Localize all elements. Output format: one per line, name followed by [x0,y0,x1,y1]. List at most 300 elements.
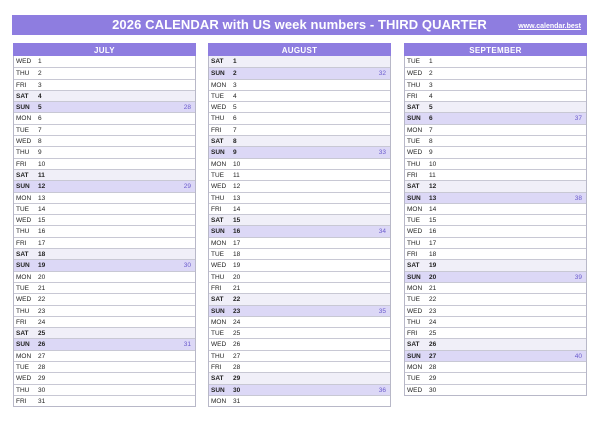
day-row [14,158,195,169]
weekday-label: MON [211,81,227,89]
day-number: 28 [233,364,241,372]
weekday-label: WED [16,375,32,383]
day-number: 6 [429,115,433,123]
day-row [209,395,390,406]
day-number: 15 [233,217,241,225]
weekday-label: SAT [407,262,420,270]
weekday-label: TUE [16,364,29,372]
month-title: AUGUST [208,43,391,56]
weekday-label: SAT [211,296,224,304]
day-number: 2 [38,70,42,78]
weekday-label: MON [16,352,32,360]
day-number: 3 [38,81,42,89]
day-number: 24 [38,318,46,326]
day-row [14,112,195,123]
weekday-label: FRI [407,171,418,179]
day-row [14,361,195,372]
weekday-label: WED [407,386,423,394]
day-number: 31 [38,397,46,405]
weekday-label: WED [16,217,32,225]
day-row [209,225,390,236]
day-number: 6 [233,115,237,123]
day-number: 25 [429,330,437,338]
day-row [405,214,586,225]
day-row [405,124,586,135]
day-row [14,384,195,395]
weekday-label: THU [407,160,421,168]
weekday-label: WED [407,149,423,157]
weekday-label: WED [211,262,227,270]
week-number: 31 [183,341,191,349]
day-number: 16 [429,228,437,236]
day-number: 20 [233,273,241,281]
weekday-label: SUN [16,183,30,191]
weekday-label: SAT [211,375,224,383]
day-number: 25 [38,330,46,338]
day-number: 23 [38,307,46,315]
day-row [14,56,195,67]
day-row [209,135,390,146]
weekday-label: TUE [16,284,29,292]
day-number: 18 [233,251,241,259]
weekday-label: WED [211,183,227,191]
day-number: 5 [429,104,433,112]
weekday-label: TUE [16,205,29,213]
day-number: 29 [233,375,241,383]
page-title: 2026 CALENDAR with US week numbers - THIRD QUARTER [112,17,487,32]
weekday-label: THU [16,386,30,394]
day-row [14,169,195,180]
weekday-label: FRI [407,92,418,100]
weekday-label: SUN [407,115,421,123]
day-row [405,112,586,123]
weekday-label: MON [407,205,423,213]
week-number: 40 [574,352,582,360]
day-row [14,338,195,349]
weekday-label: FRI [211,284,222,292]
day-number: 7 [429,126,433,134]
day-number: 29 [429,375,437,383]
day-row [14,282,195,293]
day-row [14,124,195,135]
day-number: 22 [233,296,241,304]
month-september [404,43,587,396]
weekday-label: FRI [407,251,418,259]
day-row [209,327,390,338]
day-number: 3 [233,81,237,89]
day-number: 8 [429,138,433,146]
day-row [405,372,586,383]
weekday-label: THU [211,352,225,360]
day-row [14,146,195,157]
day-number: 7 [38,126,42,134]
weekday-label: SAT [211,138,224,146]
day-row [14,395,195,406]
weekday-label: THU [407,239,421,247]
day-number: 15 [429,217,437,225]
weekday-label: SUN [407,194,421,202]
weekday-label: SUN [407,352,421,360]
day-row [209,146,390,157]
weekday-label: TUE [211,171,224,179]
weekday-label: THU [211,194,225,202]
day-number: 17 [429,239,437,247]
day-row [14,271,195,282]
day-number: 1 [38,58,42,65]
day-row [209,101,390,112]
day-row [405,350,586,361]
day-row [405,79,586,90]
weekday-label: THU [211,115,225,123]
weekday-label: SUN [211,307,225,315]
day-number: 28 [429,364,437,372]
day-row [405,101,586,112]
day-row [14,225,195,236]
day-row [14,305,195,316]
weekday-label: FRI [211,205,222,213]
day-number: 26 [429,341,437,349]
weekday-label: THU [16,70,30,78]
day-list [13,56,196,407]
day-row [209,56,390,67]
day-row [405,56,586,67]
month-title: SEPTEMBER [404,43,587,56]
day-number: 20 [429,273,437,281]
day-row [405,338,586,349]
weekday-label: TUE [407,58,420,65]
day-number: 10 [429,160,437,168]
day-row [405,237,586,248]
day-row [14,203,195,214]
day-number: 23 [429,307,437,315]
day-number: 21 [429,284,437,292]
day-row [209,293,390,304]
day-row [405,248,586,259]
day-number: 13 [233,194,241,202]
weekday-label: MON [16,115,32,123]
weekday-label: FRI [16,160,27,168]
day-row [209,180,390,191]
day-row [209,248,390,259]
month-july [13,43,196,407]
week-number: 32 [378,70,386,78]
day-number: 26 [38,341,46,349]
weekday-label: WED [16,58,32,65]
day-number: 11 [429,171,436,179]
week-number: 28 [183,104,191,112]
day-row [14,192,195,203]
day-number: 28 [38,364,46,372]
day-number: 19 [38,262,46,270]
weekday-label: TUE [407,296,420,304]
weekday-label: THU [407,81,421,89]
weekday-label: SAT [407,104,420,112]
day-number: 17 [38,239,46,247]
day-number: 12 [429,183,437,191]
weekday-label: TUE [407,217,420,225]
day-row [209,361,390,372]
day-number: 24 [429,318,437,326]
day-number: 18 [38,251,46,259]
day-row [209,305,390,316]
weekday-label: THU [407,318,421,326]
day-number: 19 [233,262,241,270]
weekday-label: THU [16,307,30,315]
day-row [209,90,390,101]
day-row [405,316,586,327]
day-row [209,237,390,248]
day-number: 31 [233,397,241,405]
day-row [209,203,390,214]
day-row [14,237,195,248]
day-row [14,180,195,191]
weekday-label: FRI [16,239,27,247]
day-number: 26 [233,341,241,349]
day-row [209,112,390,123]
day-number: 24 [233,318,241,326]
day-number: 16 [233,228,241,236]
week-number: 36 [378,386,386,394]
day-number: 19 [429,262,437,270]
weekday-label: SAT [16,251,29,259]
day-number: 11 [38,171,45,179]
weekday-label: TUE [211,330,224,338]
website-link[interactable]: www.calendar.best [518,23,581,30]
day-row [405,146,586,157]
day-number: 20 [38,273,46,281]
weekday-label: SAT [407,341,420,349]
weekday-label: MON [16,194,32,202]
day-number: 30 [38,386,46,394]
day-number: 18 [429,251,437,259]
day-row [14,101,195,112]
weekday-label: TUE [211,251,224,259]
week-number: 34 [378,228,386,236]
day-number: 12 [38,183,46,191]
day-row [209,192,390,203]
day-row [14,259,195,270]
day-row [405,305,586,316]
day-list [404,56,587,396]
day-number: 13 [429,194,437,202]
weekday-label: SUN [16,262,30,270]
weekday-label: SAT [16,92,29,100]
weekday-label: SUN [211,228,225,236]
weekday-label: WED [211,104,227,112]
weekday-label: THU [211,273,225,281]
weekday-label: THU [16,228,30,236]
weekday-label: SUN [407,273,421,281]
day-row [14,248,195,259]
day-row [209,338,390,349]
day-row [405,67,586,78]
day-number: 4 [429,92,433,100]
weekday-label: FRI [407,330,418,338]
weekday-label: MON [211,239,227,247]
weekday-label: WED [211,341,227,349]
day-row [209,169,390,180]
day-number: 9 [233,149,237,157]
day-row [405,282,586,293]
day-number: 22 [429,296,437,304]
day-number: 2 [429,70,433,78]
weekday-label: WED [407,70,423,78]
weekday-label: WED [407,307,423,315]
day-row [14,316,195,327]
day-number: 1 [429,58,433,65]
weekday-label: SAT [211,58,224,65]
day-number: 25 [233,330,241,338]
day-row [14,327,195,338]
weekday-label: SUN [211,70,225,78]
weekday-label: SAT [16,171,29,179]
day-number: 17 [233,239,241,247]
week-number: 37 [574,115,582,123]
weekday-label: MON [211,397,227,405]
day-number: 5 [233,104,237,112]
weekday-label: FRI [211,126,222,134]
day-row [209,282,390,293]
weekday-label: SAT [16,330,29,338]
day-list [208,56,391,407]
month-title: JULY [13,43,196,56]
day-row [14,293,195,304]
day-row [14,79,195,90]
day-row [405,225,586,236]
weekday-label: SUN [211,386,225,394]
weekday-label: FRI [16,397,27,405]
weekday-label: MON [407,284,423,292]
weekday-label: MON [407,364,423,372]
day-number: 12 [233,183,241,191]
day-row [405,271,586,282]
day-number: 16 [38,228,46,236]
weekday-label: SUN [16,104,30,112]
day-number: 9 [38,149,42,157]
day-number: 27 [233,352,241,360]
day-row [209,124,390,135]
weekday-label: MON [211,160,227,168]
day-row [405,192,586,203]
day-row [405,90,586,101]
weekday-label: SAT [211,217,224,225]
day-row [405,293,586,304]
day-number: 27 [38,352,46,360]
weekday-label: FRI [211,364,222,372]
day-number: 8 [38,138,42,146]
weekday-label: FRI [16,318,27,326]
day-row [405,384,586,395]
day-number: 10 [38,160,46,168]
day-row [209,158,390,169]
day-number: 30 [233,386,241,394]
day-row [209,316,390,327]
weekday-label: TUE [407,375,420,383]
weekday-label: TUE [16,126,29,134]
day-row [405,180,586,191]
weekday-label: SUN [16,341,30,349]
day-row [14,67,195,78]
day-number: 30 [429,386,437,394]
day-number: 4 [233,92,237,100]
weekday-label: WED [407,228,423,236]
weekday-label: TUE [407,138,420,146]
day-number: 27 [429,352,437,360]
day-row [209,214,390,225]
weekday-label: MON [211,318,227,326]
day-number: 9 [429,149,433,157]
day-row [209,350,390,361]
day-row [405,158,586,169]
day-number: 1 [233,58,237,65]
weekday-label: MON [16,273,32,281]
day-number: 23 [233,307,241,315]
week-number: 29 [183,183,191,191]
week-number: 38 [574,194,582,202]
day-number: 4 [38,92,42,100]
day-row [209,372,390,383]
day-number: 13 [38,194,46,202]
day-number: 2 [233,70,237,78]
page-header [12,15,587,35]
day-row [405,361,586,372]
day-row [209,67,390,78]
day-number: 15 [38,217,46,225]
day-number: 14 [429,205,437,213]
weekday-label: TUE [211,92,224,100]
day-number: 11 [233,171,240,179]
day-row [405,203,586,214]
day-number: 7 [233,126,237,134]
day-row [405,169,586,180]
day-row [209,259,390,270]
day-number: 5 [38,104,42,112]
week-number: 30 [183,262,191,270]
day-number: 14 [233,205,241,213]
month-august [208,43,391,407]
weekday-label: SAT [407,183,420,191]
weekday-label: MON [407,126,423,134]
day-row [14,135,195,146]
day-number: 10 [233,160,241,168]
weekday-label: SUN [211,149,225,157]
weekday-label: WED [16,138,32,146]
day-row [209,271,390,282]
day-row [405,135,586,146]
day-row [405,327,586,338]
day-row [209,79,390,90]
weekday-label: WED [16,296,32,304]
day-row [14,372,195,383]
day-row [14,350,195,361]
day-number: 22 [38,296,46,304]
week-number: 39 [574,273,582,281]
day-row [14,214,195,225]
day-number: 14 [38,205,46,213]
day-number: 6 [38,115,42,123]
day-row [405,259,586,270]
day-number: 8 [233,138,237,146]
weekday-label: FRI [16,81,27,89]
day-number: 3 [429,81,433,89]
day-row [209,384,390,395]
day-number: 21 [233,284,241,292]
week-number: 33 [378,149,386,157]
weekday-label: THU [16,149,30,157]
week-number: 35 [378,307,386,315]
day-row [14,90,195,101]
day-number: 21 [38,284,46,292]
